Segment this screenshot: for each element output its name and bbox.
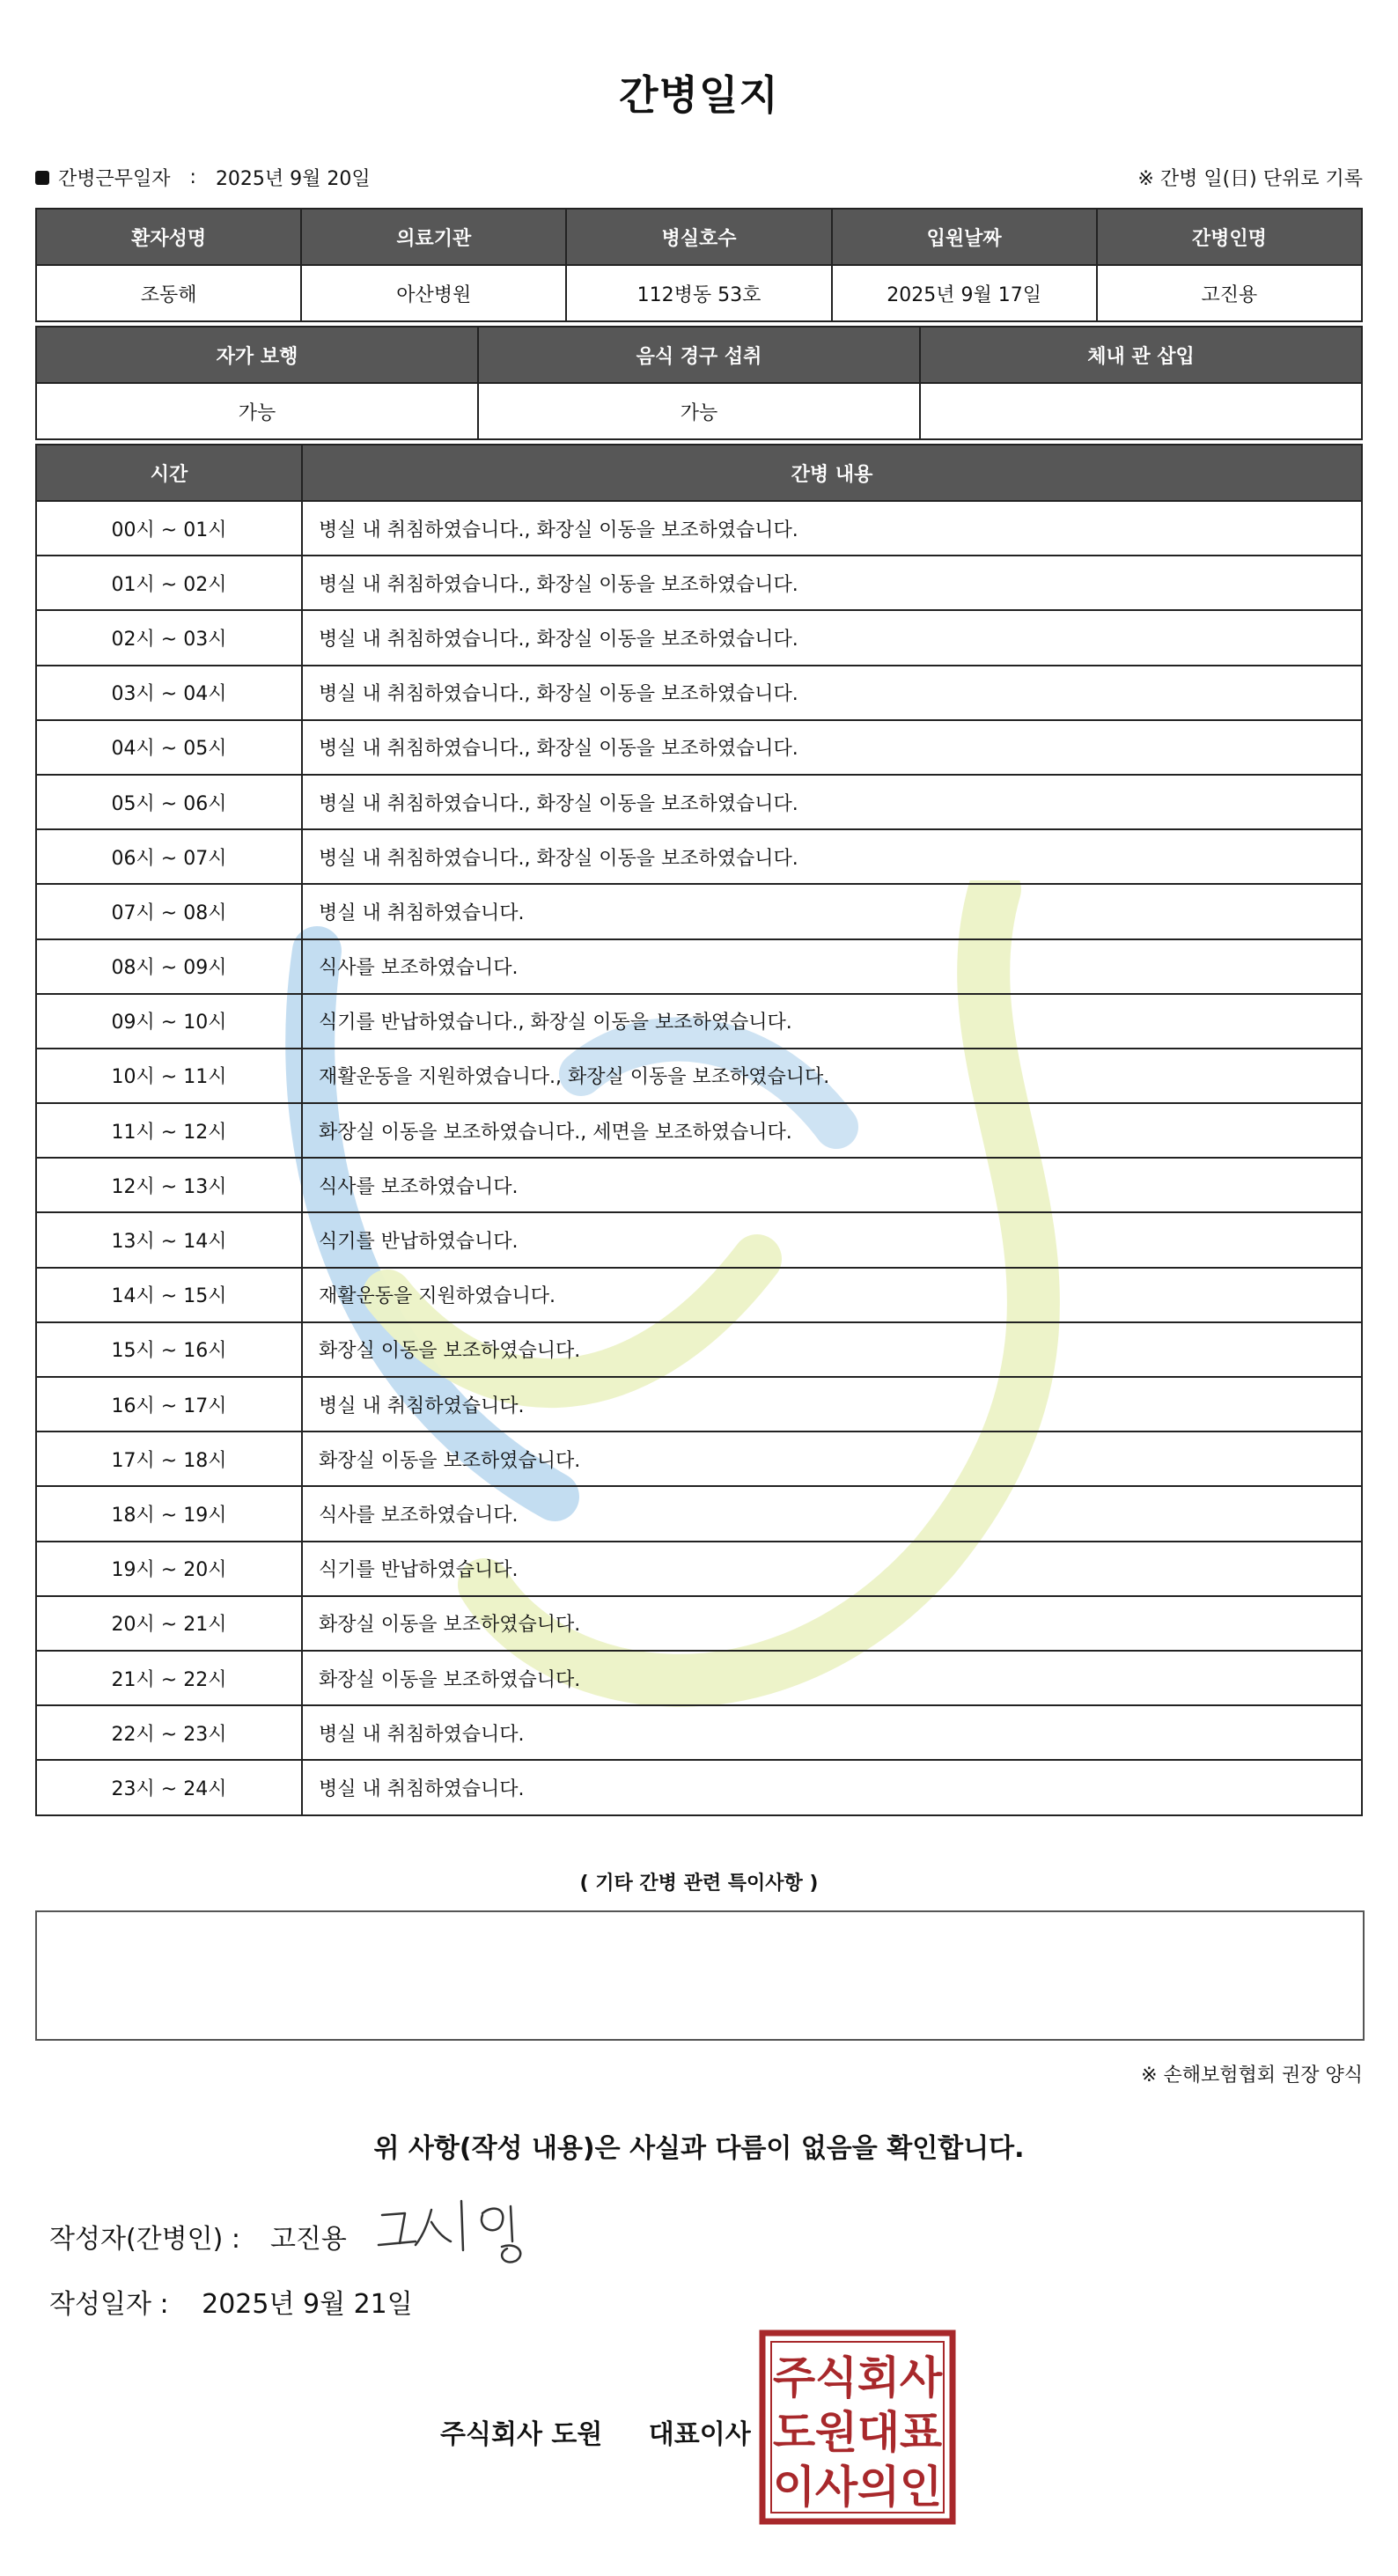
log-time: 18시 ~ 19시	[36, 1486, 302, 1541]
log-time: 17시 ~ 18시	[36, 1432, 302, 1486]
admission-date: 2025년 9월 17일	[832, 265, 1097, 321]
log-content: 병실 내 취침하였습니다., 화장실 이동을 보조하였습니다.	[302, 501, 1362, 556]
table-row	[36, 610, 1362, 665]
log-content: 병실 내 취침하였습니다., 화장실 이동을 보조하였습니다.	[302, 775, 1362, 829]
table-row	[36, 1322, 1362, 1377]
table-row	[36, 1158, 1362, 1212]
care-log-table	[35, 444, 1363, 1816]
company-line	[440, 2412, 751, 2451]
work-date-colon: :	[189, 166, 196, 188]
svg-text:식: 식	[814, 2352, 858, 2403]
table-row	[36, 829, 1362, 884]
tube-insertion-value	[920, 383, 1362, 439]
svg-text:표: 표	[899, 2407, 943, 2458]
table-row	[36, 775, 1362, 829]
oral-intake-value: 가능	[478, 383, 920, 439]
log-content: 화장실 이동을 보조하였습니다.	[302, 1596, 1362, 1651]
log-time: 15시 ~ 16시	[36, 1322, 302, 1377]
svg-text:사: 사	[814, 2462, 858, 2513]
log-time: 00시 ~ 01시	[36, 501, 302, 556]
log-content: 화장실 이동을 보조하였습니다.	[302, 1322, 1362, 1377]
table-row	[36, 666, 1362, 720]
log-content: 병실 내 취침하였습니다., 화장실 이동을 보조하였습니다.	[302, 666, 1362, 720]
ability-header-row	[36, 327, 1362, 383]
table-row	[36, 556, 1362, 610]
table-row	[36, 1212, 1362, 1267]
header-self-walking: 자가 보행	[36, 327, 478, 383]
page-title: 간병일지	[619, 71, 779, 119]
log-content: 병실 내 취침하였습니다., 화장실 이동을 보조하였습니다.	[302, 610, 1362, 665]
written-date-value: 2025년 9월 21일	[202, 2289, 413, 2320]
header-patient-name: 환자성명	[36, 209, 301, 265]
table-row	[36, 1049, 1362, 1103]
svg-text:원: 원	[814, 2407, 858, 2458]
log-time: 02시 ~ 03시	[36, 610, 302, 665]
svg-text:대: 대	[857, 2407, 901, 2458]
log-content: 식기를 반납하였습니다., 화장실 이동을 보조하였습니다.	[302, 994, 1362, 1049]
log-content: 병실 내 취침하였습니다.	[302, 1760, 1362, 1814]
self-walking-value: 가능	[36, 383, 478, 439]
log-content: 병실 내 취침하였습니다., 화장실 이동을 보조하였습니다.	[302, 556, 1362, 610]
log-time: 12시 ~ 13시	[36, 1158, 302, 1212]
log-time: 13시 ~ 14시	[36, 1212, 302, 1267]
log-content: 병실 내 취침하였습니다., 화장실 이동을 보조하였습니다.	[302, 720, 1362, 775]
header-room: 병실호수	[566, 209, 831, 265]
svg-text:회: 회	[857, 2352, 901, 2403]
company-seal-stamp	[759, 2329, 956, 2525]
table-row	[36, 884, 1362, 938]
special-notes-box	[35, 1910, 1365, 2041]
log-time: 21시 ~ 22시	[36, 1651, 302, 1705]
table-row	[36, 994, 1362, 1049]
table-row	[36, 501, 1362, 556]
table-row	[36, 1486, 1362, 1541]
patient-info-table	[35, 208, 1363, 322]
log-time: 04시 ~ 05시	[36, 720, 302, 775]
company-name: 주식회사 도원	[440, 2419, 603, 2450]
table-row	[36, 939, 1362, 994]
log-content: 식사를 보조하였습니다.	[302, 939, 1362, 994]
log-time: 11시 ~ 12시	[36, 1103, 302, 1158]
work-date-value: 2025년 9월 20일	[215, 168, 371, 190]
log-content: 화장실 이동을 보조하였습니다.	[302, 1432, 1362, 1486]
table-row	[36, 1542, 1362, 1596]
ability-value-row	[36, 383, 1362, 439]
work-date	[35, 164, 371, 191]
table-row	[36, 1268, 1362, 1322]
header-care-content: 간병 내용	[302, 445, 1362, 501]
room-number: 112병동 53호	[566, 265, 831, 321]
header-hospital: 의료기관	[301, 209, 566, 265]
log-time: 01시 ~ 02시	[36, 556, 302, 610]
table-row	[36, 720, 1362, 775]
table-row	[36, 1596, 1362, 1651]
log-time: 19시 ~ 20시	[36, 1542, 302, 1596]
log-header-row	[36, 445, 1362, 501]
log-time: 16시 ~ 17시	[36, 1377, 302, 1432]
log-time: 09시 ~ 10시	[36, 994, 302, 1049]
log-content: 병실 내 취침하였습니다., 화장실 이동을 보조하였습니다.	[302, 829, 1362, 884]
company-representative: 대표이사	[648, 2419, 751, 2450]
table-row	[36, 1651, 1362, 1705]
log-content: 병실 내 취침하였습니다.	[302, 884, 1362, 938]
patient-value-row	[36, 265, 1362, 321]
log-time: 08시 ~ 09시	[36, 939, 302, 994]
log-time: 05시 ~ 06시	[36, 775, 302, 829]
log-content: 재활운동을 지원하였습니다., 화장실 이동을 보조하였습니다.	[302, 1049, 1362, 1103]
log-content: 병실 내 취침하였습니다.	[302, 1377, 1362, 1432]
header-admission-date: 입원날짜	[832, 209, 1097, 265]
log-content: 식기를 반납하였습니다.	[302, 1212, 1362, 1267]
svg-text:이: 이	[772, 2462, 816, 2513]
log-content: 병실 내 취침하였습니다.	[302, 1705, 1362, 1760]
meta-row	[35, 164, 1363, 194]
hospital-name: 아산병원	[301, 265, 566, 321]
svg-text:인: 인	[899, 2462, 943, 2513]
header-caregiver-name: 간병인명	[1097, 209, 1362, 265]
written-date-label: 작성일자 :	[49, 2289, 169, 2320]
confirmation-statement: 위 사항(작성 내용)은 사실과 다름이 없음을 확인합니다.	[373, 2133, 1025, 2164]
patient-name: 조동해	[36, 265, 301, 321]
log-time: 14시 ~ 15시	[36, 1268, 302, 1322]
header-tube-insertion: 체내 관 삽입	[920, 327, 1362, 383]
header-time: 시간	[36, 445, 302, 501]
log-time: 10시 ~ 11시	[36, 1049, 302, 1103]
writer-line	[49, 2217, 347, 2256]
table-row	[36, 1432, 1362, 1486]
work-date-label: 간병근무일자	[58, 168, 171, 190]
svg-text:사: 사	[899, 2352, 943, 2403]
log-time: 06시 ~ 07시	[36, 829, 302, 884]
table-row	[36, 1705, 1362, 1760]
written-date-line	[49, 2282, 413, 2321]
table-row	[36, 1377, 1362, 1432]
log-time: 07시 ~ 08시	[36, 884, 302, 938]
ability-table	[35, 326, 1363, 440]
writer-label: 작성자(간병인) :	[49, 2224, 240, 2255]
log-time: 23시 ~ 24시	[36, 1760, 302, 1814]
svg-text:주: 주	[772, 2352, 816, 2403]
writer-name: 고진용	[269, 2224, 347, 2255]
log-content: 화장실 이동을 보조하였습니다.	[302, 1651, 1362, 1705]
special-notes-title: ( 기타 간병 관련 특이사항 )	[579, 1873, 819, 1895]
svg-text:도: 도	[772, 2407, 816, 2458]
log-content: 재활운동을 지원하였습니다.	[302, 1268, 1362, 1322]
table-row	[36, 1760, 1362, 1814]
svg-text:의: 의	[857, 2462, 901, 2513]
log-content: 식기를 반납하였습니다.	[302, 1542, 1362, 1596]
form-source-note: ※ 손해보험협회 권장 양식	[1141, 2064, 1363, 2087]
table-row	[36, 1103, 1362, 1158]
patient-header-row	[36, 209, 1362, 265]
unit-note: ※ 간병 일(日) 단위로 기록	[1137, 168, 1363, 190]
log-content: 식사를 보조하였습니다.	[302, 1158, 1362, 1212]
log-content: 화장실 이동을 보조하였습니다., 세면을 보조하였습니다.	[302, 1103, 1362, 1158]
log-time: 20시 ~ 21시	[36, 1596, 302, 1651]
bullet-square-icon	[35, 171, 49, 185]
log-content: 식사를 보조하였습니다.	[302, 1486, 1362, 1541]
header-oral-intake: 음식 경구 섭취	[478, 327, 920, 383]
handwritten-signature	[370, 2189, 537, 2268]
log-time: 03시 ~ 04시	[36, 666, 302, 720]
log-time: 22시 ~ 23시	[36, 1705, 302, 1760]
caregiver-name: 고진용	[1097, 265, 1362, 321]
